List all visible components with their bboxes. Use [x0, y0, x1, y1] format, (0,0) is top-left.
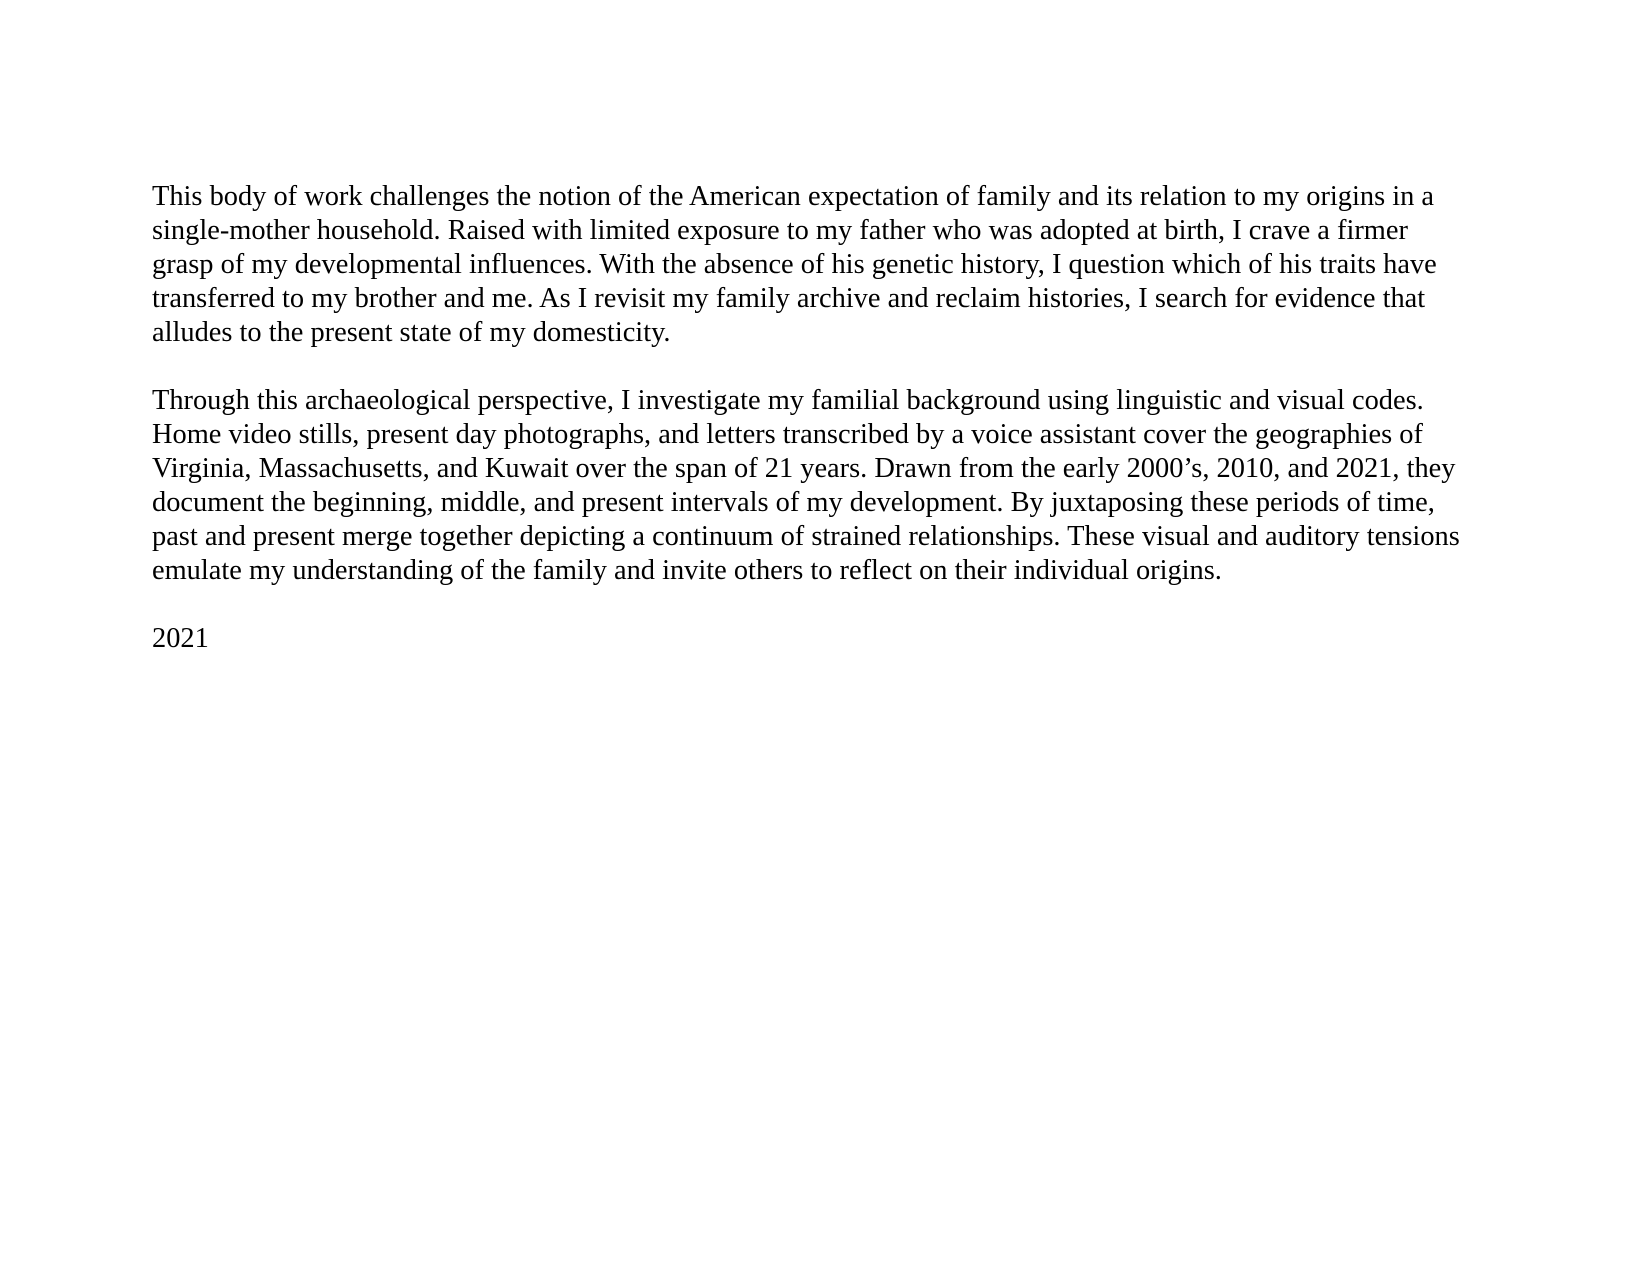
- text-line: alludes to the present state of my domesticity.: [152, 317, 671, 348]
- paragraph-1: [152, 180, 1517, 350]
- document-body: [152, 180, 1517, 656]
- paragraph-2: [152, 384, 1517, 588]
- text-line: emulate my understanding of the family and invite others to reflect on their individual origins.: [152, 555, 1222, 586]
- text-line: Through this archaeological perspective, I investigate my familial background using linguistic and visual codes.: [152, 385, 1424, 416]
- text-line: document the beginning, middle, and present intervals of my development. By juxtaposing these periods of time,: [152, 487, 1435, 518]
- text-line: grasp of my developmental influences. With the absence of his genetic history, I question which of his traits have: [152, 249, 1437, 280]
- text-line: Virginia, Massachusetts, and Kuwait over the span of 21 years. Drawn from the early 2000’s, 2010, and 2021, they: [152, 453, 1456, 484]
- text-line: This body of work challenges the notion of the American expectation of family and its relation to my origins in a: [152, 181, 1435, 212]
- text-line: past and present merge together depicting a continuum of strained relationships. These visual and auditory tensions: [152, 521, 1460, 552]
- text-line: single-mother household. Raised with limited exposure to my father who was adopted at birth, I crave a firmer: [152, 215, 1408, 246]
- text-line: Home video stills, present day photographs, and letters transcribed by a voice assistant cover the geographies of: [152, 419, 1423, 450]
- document-year: 2021: [152, 623, 209, 654]
- text-line: transferred to my brother and me. As I revisit my family archive and reclaim histories, I search for evidence that: [152, 283, 1426, 314]
